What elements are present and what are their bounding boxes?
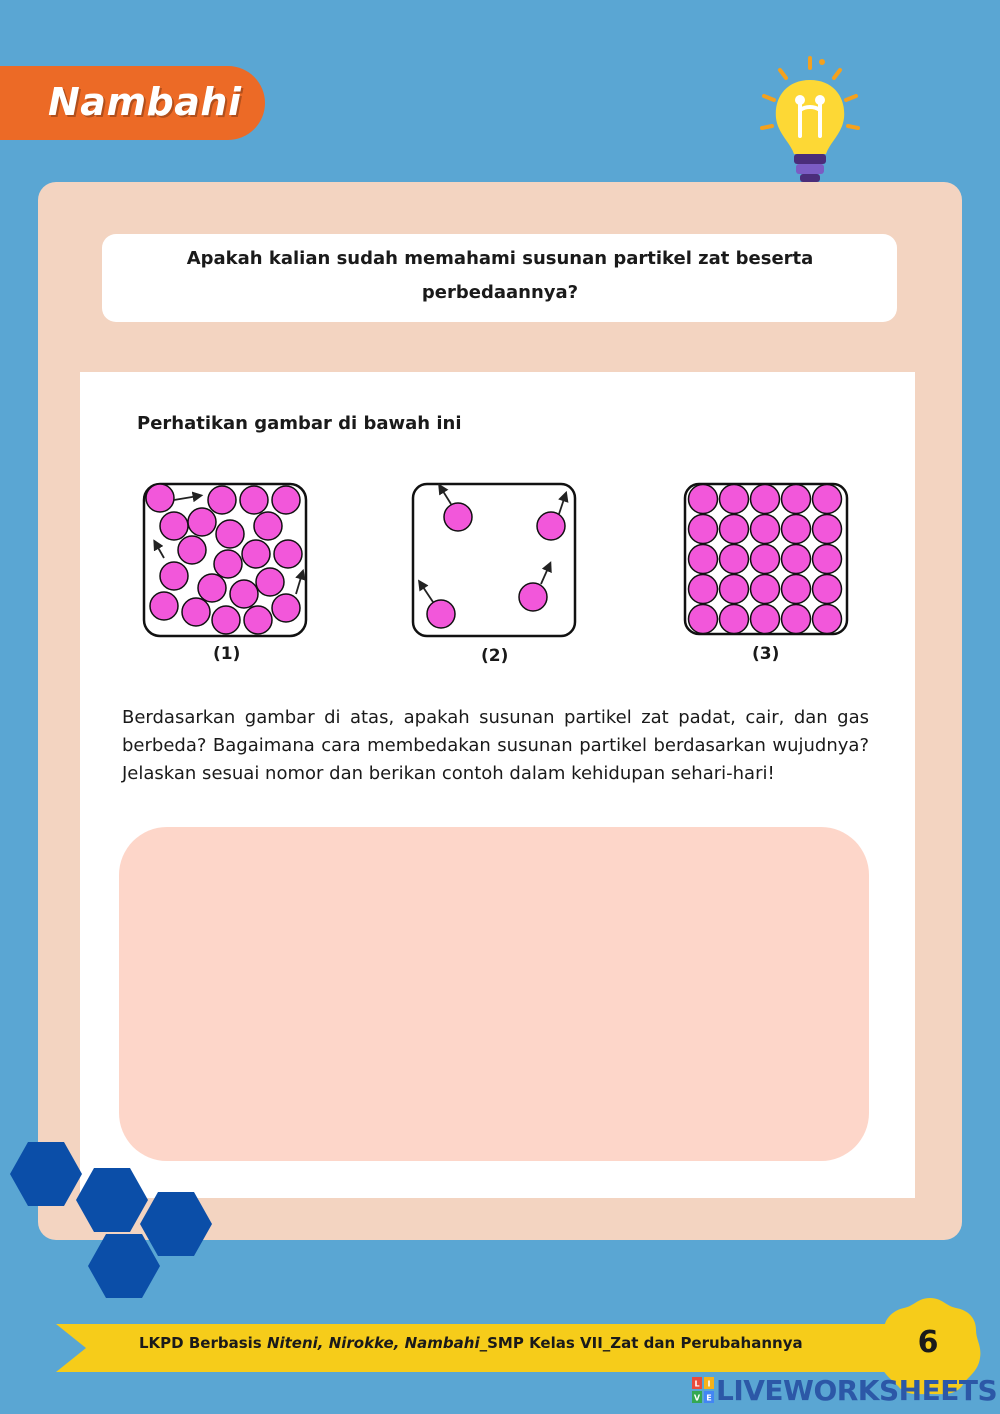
brand-name: LIVEWORKSHEETS [716, 1374, 998, 1407]
instruction-text: Perhatikan gambar di bawah ini [137, 413, 462, 434]
page-number: 6 [917, 1325, 939, 1360]
footer-suffix: _SMP Kelas VII_Zat dan Perubahannya [479, 1334, 803, 1352]
answer-input[interactable] [119, 827, 869, 1161]
logo-letter-2: I [707, 1379, 711, 1389]
figure-label-2: (2) [481, 646, 509, 666]
liquid-particles-diagram [142, 478, 308, 640]
logo-letter-4: E [706, 1393, 712, 1403]
footer-text [139, 1334, 879, 1352]
figure-label-1: (1) [213, 644, 241, 664]
figure-label-3: (3) [752, 644, 780, 664]
section-title: Nambahi [48, 80, 242, 124]
footer-prefix: LKPD Berbasis [139, 1334, 267, 1352]
liveworksheets-logo-icon [692, 1377, 714, 1403]
prompt-text: Berdasarkan gambar di atas, apakah susunan partikel zat padat, cair, dan gas berbeda? Bagaimana cara membedakan susunan partikel berdasarkan wujudnya? Jelaskan sesuai nomor dan berikan contoh dalam kehidupan sehari-hari! [122, 707, 869, 784]
gas-particles-diagram [411, 478, 577, 640]
footer-italic: Niteni, Nirokke, Nambahi [266, 1334, 480, 1352]
hexagon-decoration-icon [8, 1138, 214, 1302]
logo-letter-1: L [694, 1379, 700, 1389]
solid-particles-diagram [683, 478, 849, 640]
logo-letter-3: V [693, 1393, 701, 1403]
question-text: Apakah kalian sudah memahami susunan partikel zat beserta perbedaannya? [186, 248, 814, 303]
